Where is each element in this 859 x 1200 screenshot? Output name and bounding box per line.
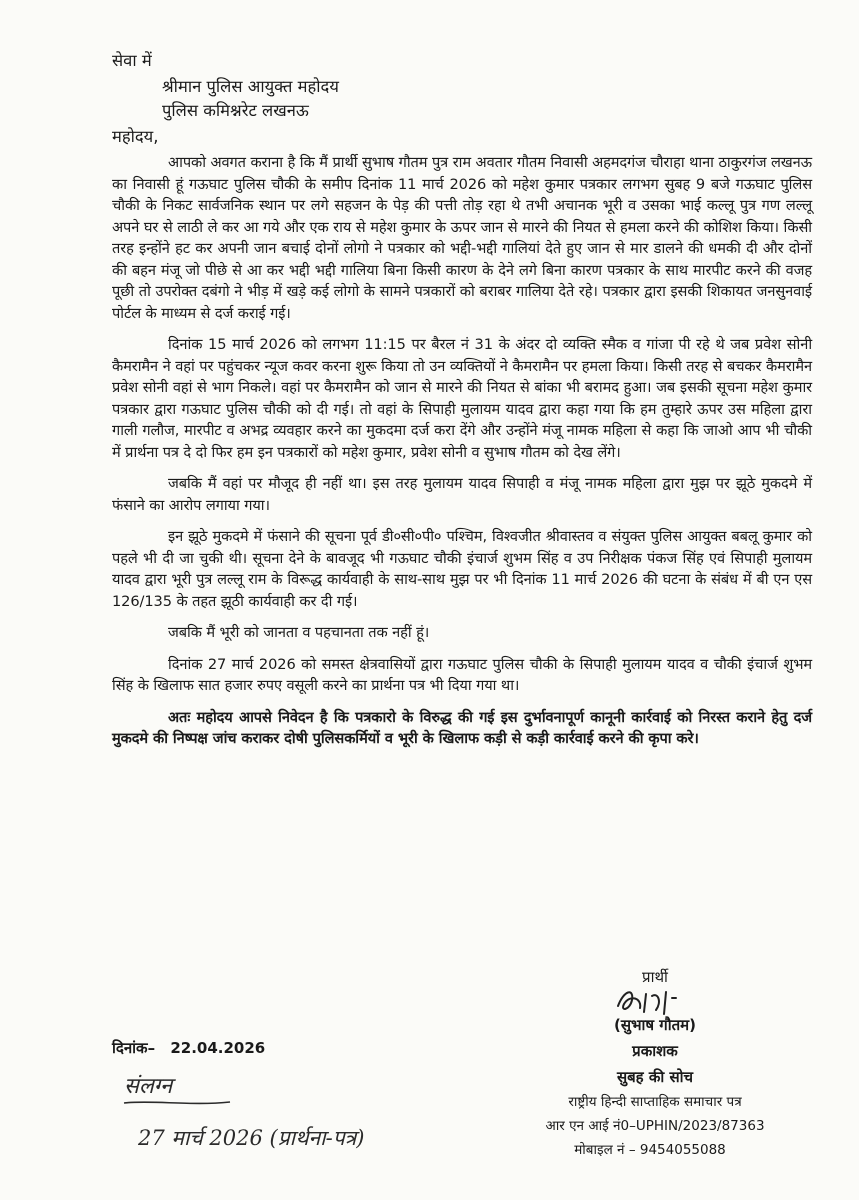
handwritten-signature: [612, 984, 692, 1018]
date-label: दिनांक–: [112, 1039, 156, 1057]
newspaper-description: राष्ट्रीय हिन्दी साप्ताहिक समाचार पत्र: [568, 1094, 742, 1110]
rni-number: आर एन आई नं0–UPHIN/2023/87363: [545, 1118, 765, 1134]
mobile-number: मोबाइल नं – 9454055088: [574, 1142, 726, 1158]
paragraph-prior-complaint: इन झूठे मुकदमे में फंसाने की सूचना पूर्व डी०सी०पी० पश्चिम, विश्वजीत श्रीवास्तव व संयुक्त पुलिस आयुक्त बबलू कुमार को पहले भी दी जा चुकी थी। सूचना देने के बावजूद भी गऊघाट चौकी इंचार्ज शुभम सिंह व उप निरीक्षक पंकज सिंह एवं सिपाही मुलायम यादव द्वारा भूरी पुत्र लल्लू राम के विरूद्ध कार्यवाही के साथ-साथ मुझ पर भी दिनांक 11 मार्च 2026 की घटना के संबंध में बी एन एस 126/135 के तहत झूठी कार्यवाही कर दी गई।: [112, 528, 812, 610]
greeting: महोदय,: [112, 127, 159, 146]
newspaper-name: सुबह की सोच: [616, 1068, 694, 1086]
signer-title: प्रकाशक: [632, 1042, 678, 1060]
signer-name: (सुभाष गौतम): [613, 1016, 697, 1034]
enclosure-note: 27 मार्च 2026 (प्रार्थना-पत्र): [138, 1126, 365, 1150]
paragraph-extortion-complaint: दिनांक 27 मार्च 2026 को समस्त क्षेत्रवासियों द्वारा गऊघाट पुलिस चौकी के सिपाही मुलायम यादव व चौकी इंचार्ज शुभम सिंह के खिलाफ सात हजार रुपए वसूली करने का प्रार्थना पत्र भी दिया गया था।: [112, 655, 812, 694]
recipient-line2: पुलिस कमिश्नरेट लखनऊ: [162, 101, 309, 120]
paragraph-incident-1: आपको अवगत कराना है कि मैं प्रार्थी सुभाष गौतम पुत्र राम अवतार गौतम निवासी अहमदगंज चौराहा थाना ठाकुरगंज लखनऊ का निवासी हूं गऊघाट पुलिस चौकी के समीप दिनांक 11 मार्च 2026 को महेश कुमार पत्रकार लगभग सुबह 9 बजे गऊघाट पुलिस चौकी के निकट सार्वजनिक स्थान पर लगे सहजन के पेड़ की पत्ती तोड़ रहा थे तभी अचानक भूरी व उसका भाई कल्लू पुत्र गण लल्लू अपने घर से लाठी ले कर आ गये और एक राय से महेश कुमार के ऊपर जान से मारने की नियत से हमला करने की कोशिश किया। किसी तरह इन्होंने हट कर अपनी जान बचाई दोनों लोगो ने पत्रकार को भद्दी-भद्दी गालियां देते हुए जान से मार डालने की धमकी दी और दोनों की बहन मंजू जो पीछे से आ कर भद्दी भद्दी गालिया बिना किसी कारण के देने लगे बिना कारण पत्रकार के साथ मारपीट करने की वजह पूछी तो उपरोक्त दबंगो ने भीड़ में खड़े कई लोगो के सामने पत्रकारों को बराबर गालिया देते रहे। पत्रकार द्वारा इसकी शिकायत जनसुनवाई पोर्टल के माध्यम से दर्ज कराई गई।: [112, 154, 812, 322]
paragraph-request: अतः महोदय आपसे निवेदन है कि पत्रकारो के विरुद्ध की गई इस दुर्भावनापूर्ण कानूनी कार्रवाई को निरस्त कराने हेतु दर्ज मुकदमे की निष्पक्ष जांच कराकर दोषी पुलिसकर्मियों व भूरी के खिलाफ कड़ी से कड़ी कार्रवाई करने की कृपा करे।: [112, 708, 812, 747]
paragraph-denial: जबकि मैं वहां पर मौजूद ही नहीं था। इस तरह मुलायम यादव सिपाही व मंजू नामक महिला द्वारा मुझ पर झूठे मुकदमे में फंसाने का आरोप लगाया गया।: [112, 475, 812, 514]
paragraph-not-known: जबकि मैं भूरी को जानता व पहचानता तक नहीं हूं।: [168, 624, 430, 641]
date-value: 22.04.2026: [170, 1039, 266, 1057]
date-line: [112, 1038, 265, 1058]
enclosure-label: संलग्न: [124, 1074, 173, 1099]
signature-label: प्रार्थी: [642, 968, 668, 986]
paragraph-incident-2: दिनांक 15 मार्च 2026 को लगभग 11:15 पर बैरल नं 31 के अंदर दो व्यक्ति स्मैक व गांजा पी रहे थे जब प्रवेश सोनी कैमरामैन ने वहां पर पहुंचकर न्यूज कवर करना शुरू किया तो उन व्यक्तियों ने कैमरामैन पर हमला किया। किसी तरह से बचकर कैमरामैन प्रवेश सोनी वहां से भाग निकले। वहां पर कैमरामैन को जान से मारने की नियत से बांका भी बरामद हुआ। जब इसकी सूचना महेश कुमार पत्रकार द्वारा गऊघाट पुलिस चौकी को दी गई। तो वहां के सिपाही मुलायम यादव द्वारा कहा गया कि हम तुम्हारे ऊपर उस महिला द्वारा गाली गलौज, मारपीट व अभद्र व्यवहार करने का मुकदमा दर्ज करा देंगे और उन्होंने मंजू नामक महिला से कहा कि जाओ आप भी चौकी में प्रार्थना पत्र दे दो फिर हम इन पत्रकारों को महेश कुमार, प्रवेश सोनी व सुभाष गौतम को देख लेंगे।: [112, 336, 812, 461]
recipient-line1: श्रीमान पुलिस आयुक्त महोदय: [162, 77, 339, 96]
salutation-to: सेवा में: [112, 51, 152, 70]
letter-body: [112, 152, 812, 760]
enclosure-underline: [122, 1098, 232, 1108]
